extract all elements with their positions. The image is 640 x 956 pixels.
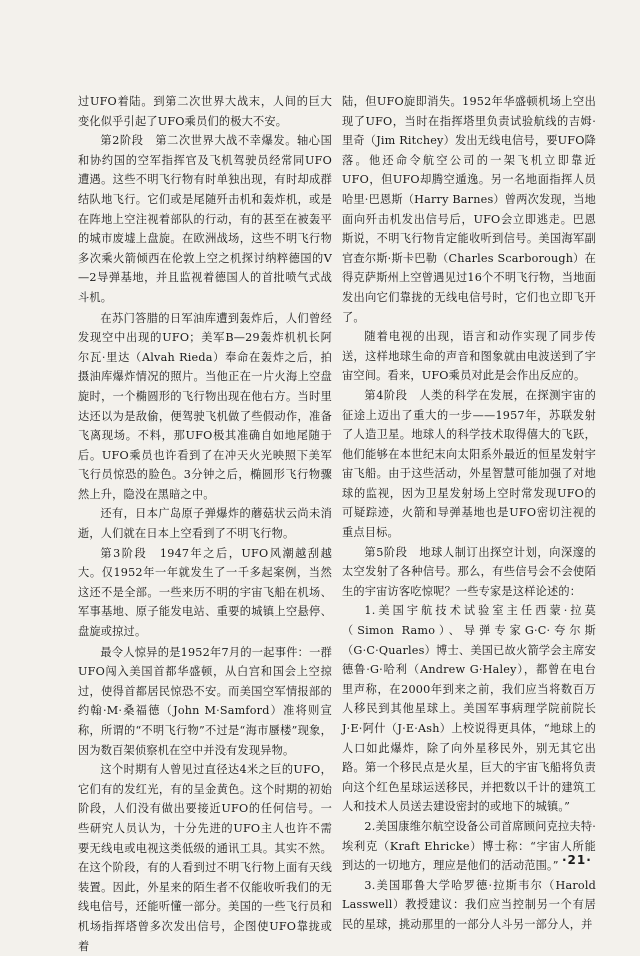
paragraph: 随着电视的出现，语言和动作实现了同步传送，这样地球生命的声音和图象就由电波送到了宇宙空间。看来，UFO乘员对此是会作出反应的。 <box>342 330 596 383</box>
page-number: ·21· <box>562 853 592 867</box>
paragraph: 第4阶段 人类的科学在发展，在探测宇宙的征途上迈出了重大的一步——1957年，苏联发射了人造卫星。地球人的科学技术取得僖大的飞跃，他们能够在本世纪末向太阳系外最近的恒星发射宇宙飞船。由于这些活动，外星智慧可能加强了对地球的监视，因为卫星发射场上空时常发现UFO的可疑踪迹，火箭和导弹基地也是UFO密切注视的重点目标。 <box>342 388 596 540</box>
left-column <box>78 92 332 956</box>
paragraph: 第2阶段 第二次世界大战不幸爆发。轴心国和协约国的空军指挥官及飞机驾驶员经常同UFO遭遇。这些不明飞行物有时单独出现，有时却成群结队地飞行。它们或是尾随歼击机和轰炸机，或是在阵地上空注视着部队的行动，有的甚至在被轰平的城市废墟上盘旋。在欧洲战场，这些不明飞行物多次乘火箭倾西在伦敦上空之机探讨纳粹德国的V—2导弹基地，并且监视着德国人的首批喷气式战斗机。 <box>78 134 332 304</box>
paragraph: 1.美国宇航技术试验室主任西蒙·拉莫（Simon Ramo）、导弹专家G·C·夸尔斯（G·C·Quarles）博士、美国已故火箭学会主席安德鲁·G·哈利（Andrew G·Haley），都曾在电台里声称，在2000年到来之前，我们应当将数百万人移民到其他星球上。美国军事病理学院前院长J·E·阿什（J·E·Ash）上校说得更具体，“地球上的人口如此爆炸，除了向外星移民外，别无其它出路。第一个移民点是火星，巨大的宇宙飞船将负责向这个红色星球运送移民，并把数以千计的建筑工人和技术人员送去建设密封的或地下的城镇。” <box>342 604 596 814</box>
paragraph: 2.美国康维尔航空设备公司首席顾问克拉夫特·埃利克（Kraft Ehricke）博士称：“宇宙人所能到达的一切地方，理应是他们的活动范围。” <box>342 819 596 873</box>
paragraph: 第3阶段 1947年之后，UFO风潮越刮越大。仅1952年一年就发生了一千多起案例，当然这还不是全部。一些来历不明的宇宙飞船在机场、军事基地、原子能发电站、重要的城镇上空悬停、盘旋或掠过。 <box>78 546 332 639</box>
paragraph: 还有，日本广岛原子弹爆炸的蘑菇状云尚未消逝，人们就在日本上空看到了不明飞行物。 <box>78 507 332 541</box>
paragraph: 过UFO着陆。到第二次世界大战末，人间的巨大变化似乎引起了UFO乘员们的极大不安。 <box>78 95 332 128</box>
paragraph: 在苏门答腊的日军油库遭到轰炸后，人们曾经发现空中出现的UFO；美军B—29轰炸机机长阿尔瓦·里达（Alvah Rieda）奉命在轰炸之后，拍摄油库爆炸情况的照片。当他正在一片火海上空盘旋时，一个椭圆形的飞行物出现在他右方。当时里达还以为是敌偷，便驾驶飞机做了些假动作，准备飞离现场。不料，那UFO极其准确自如地尾随于后。UFO乘员也许看到了在冲天火光映照下美军飞行员惊恐的脸色。3分钟之后，椭圆形飞行物骤然上升，隐没在黑暗之中。 <box>78 311 332 501</box>
paragraph: 这个时期有人曾见过直径达4米之巨的UFO，它们有的发红光，有的呈金黄色。这个时期的初始阶段，人们没有做出要接近UFO的任何信号。一些研究人员认为，十分先进的UFO主人也许不需要无线电或电视这类低级的通讯工具。其实不然。在这个阶段，有的人看到过不明飞行物上面有天线装置。因此，外星来的陌生者不仅能收听我们的无线电信号，还能听懂一部分。美国的一些飞行员和机场指挥塔曾多次发出信号，企图使UFO靠拢或着 <box>78 763 332 953</box>
right-column <box>342 92 596 935</box>
paragraph: 最令人惊异的是1952年7月的一起事件：一群UFO闯入美国首都华盛顿，从白宫和国会上空掠过，使得首都居民惊恐不安。而美国空军情报部的约翰·M·桑福德（John M·Samford）准将则宣称，所谓的“不明飞行物”不过是“海市蜃楼”现象，因为数百架侦察机在空中并没有发现异物。 <box>78 645 332 757</box>
paragraph: 陆，但UFO旋即消失。1952年华盛顿机场上空出现了UFO，当时在指挥塔里负责试验航线的吉姆·里奇（Jim Ritchey）发出无线电信号，要UFO降落。他还命令航空公司的一架飞机立即靠近UFO，但UFO却腾空遁逸。另一名地面指挥人员哈里·巴恩斯（Harry Barnes）曾两次发现，当地面向歼击机发出信号后，UFO会立即逃走。巴恩斯说，不明飞行物肯定能收听到信号。美国海军副官查尔斯·斯卡巴勒（Charles Scarborough）在得克萨斯州上空曾遇见过16个不明飞行物，当地面发出向它们靠拢的无线电信号时，它们也立即飞开了。 <box>342 95 596 324</box>
paragraph: 3.美国耶鲁大学哈罗德·拉斯韦尔（Harold Lasswell）教授建议：我们应当控制另一个有居民的星球，挑动那里的一部分人斗另一部分人，并 <box>342 878 596 931</box>
paragraph: 第5阶段 地球人制订出探空计划，向深邃的太空发射了各种信号。那么，有些信号会不会使陌生的宇宙访客吃惊呢？一些专家是这样论述的： <box>342 545 596 598</box>
